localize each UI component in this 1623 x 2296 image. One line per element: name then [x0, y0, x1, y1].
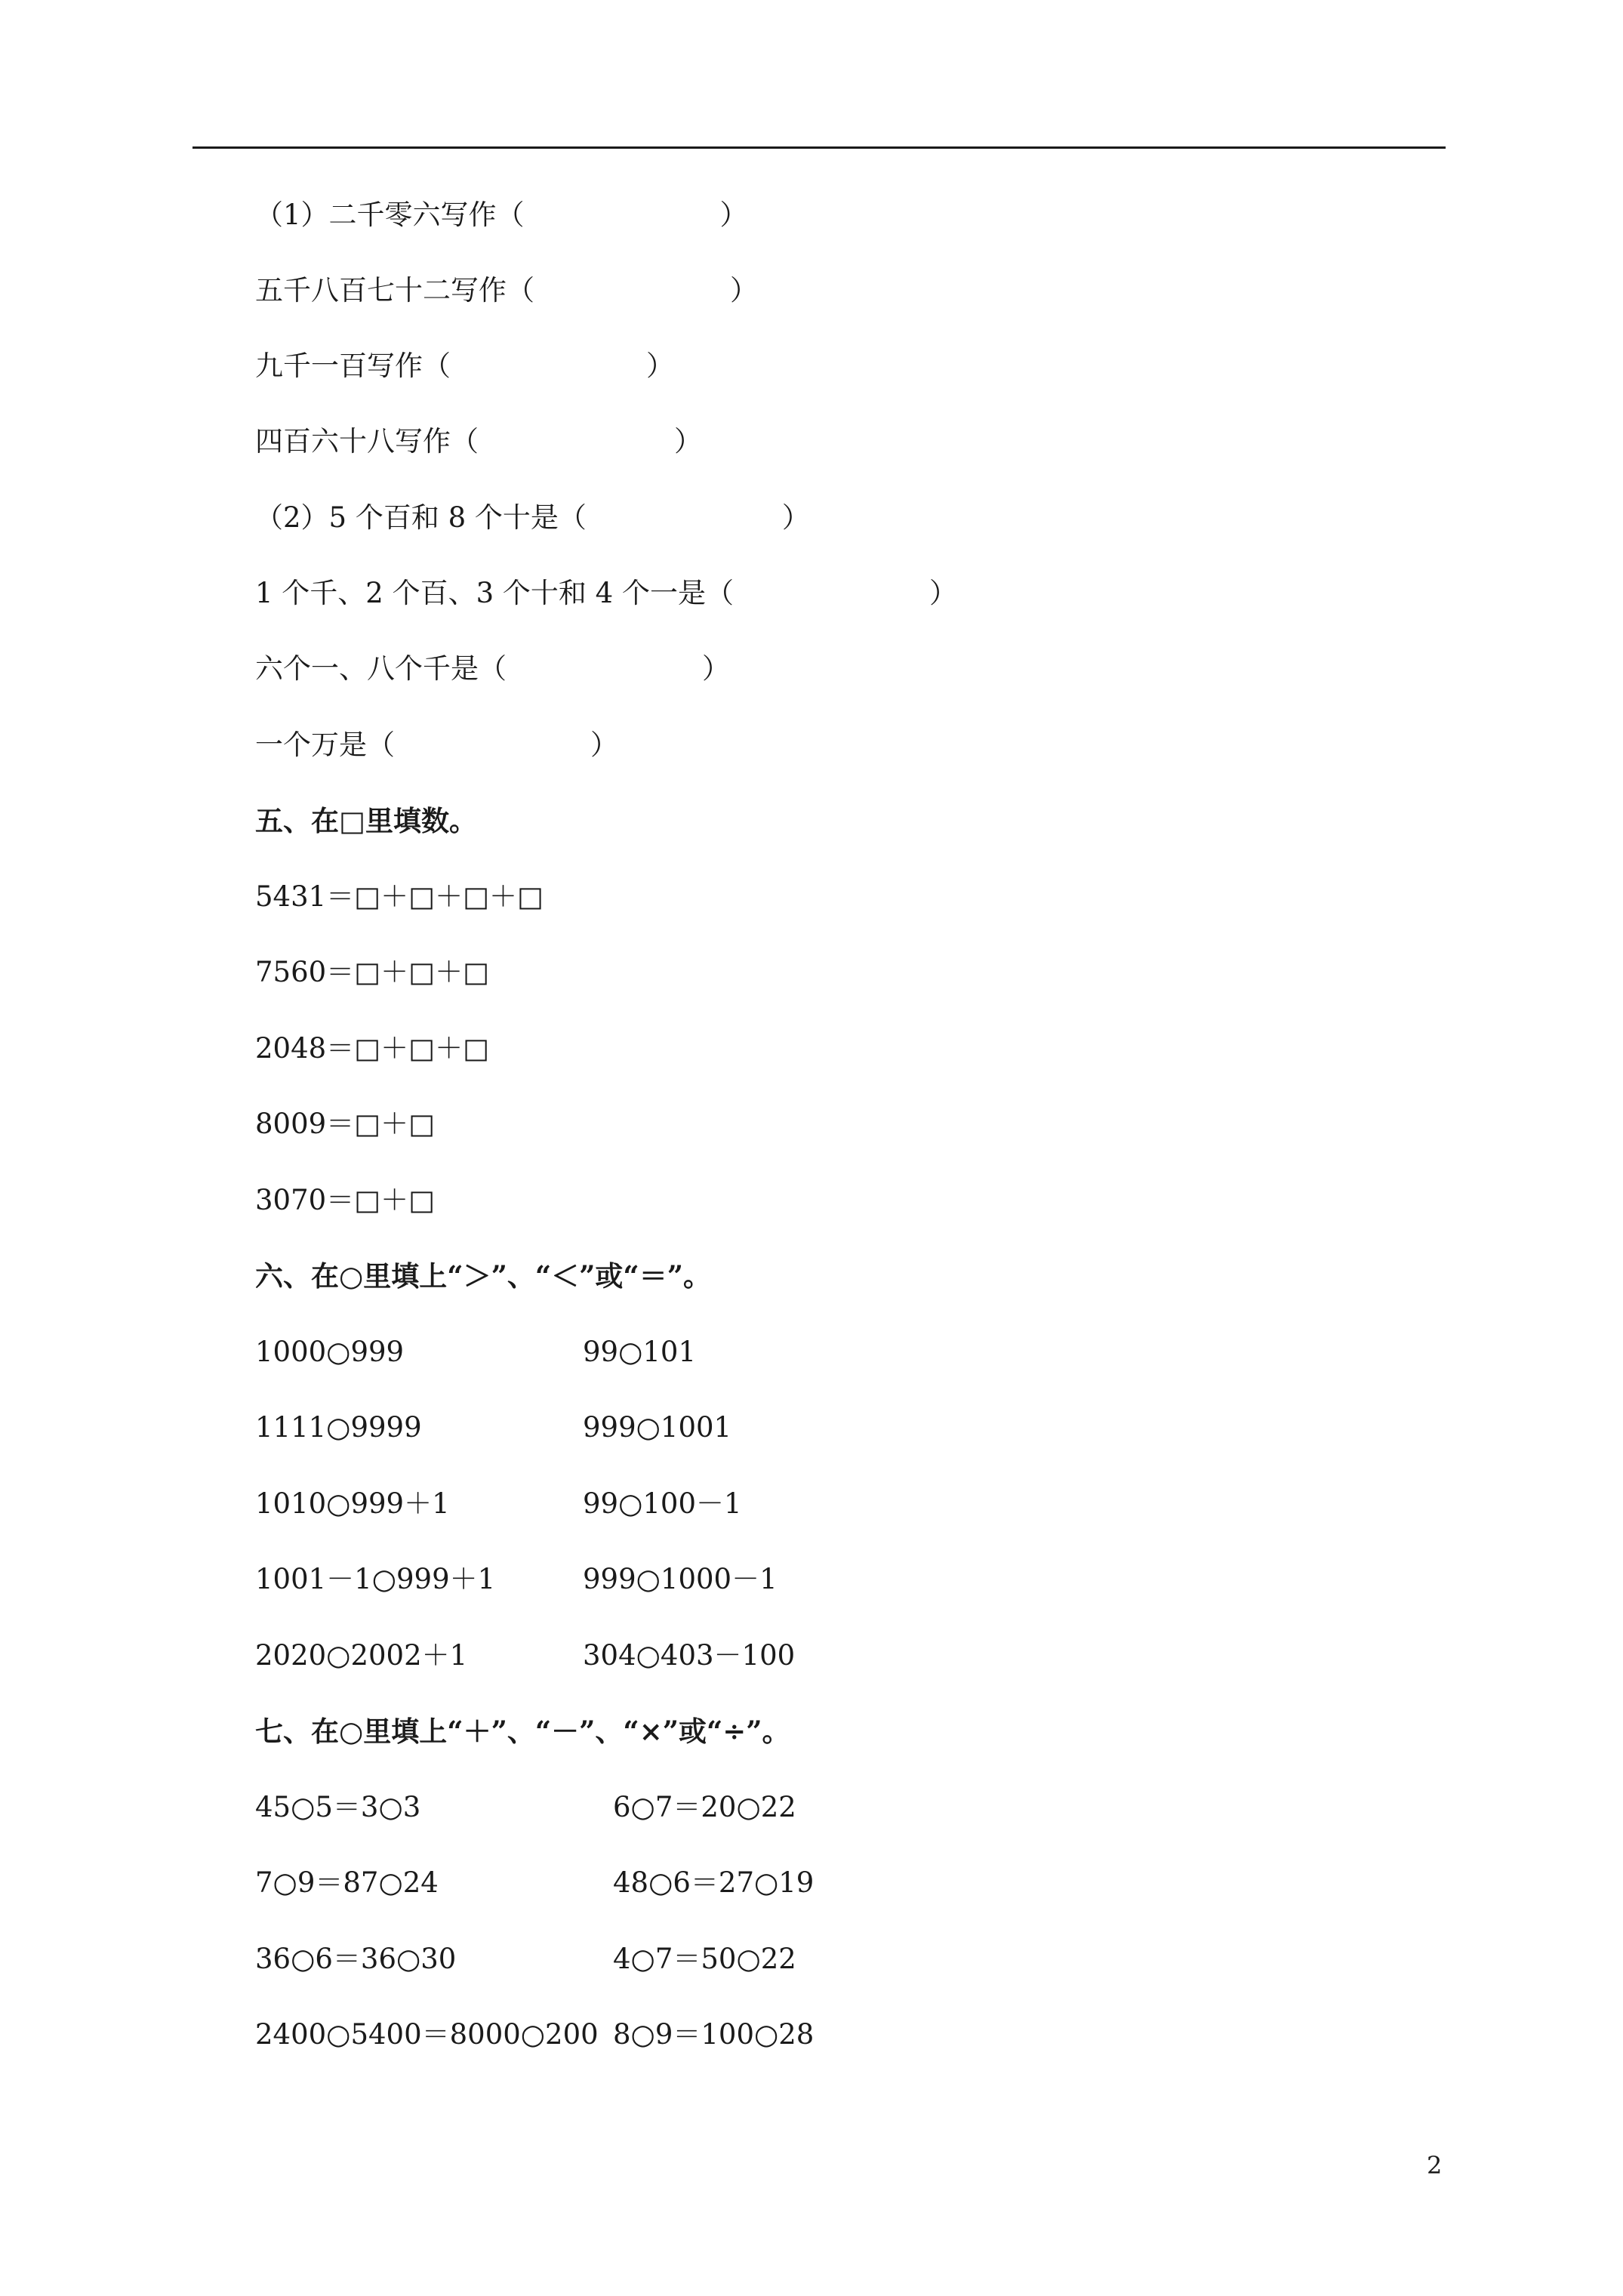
q1-line-d: 四百六十八写作（ ） — [255, 425, 702, 458]
q2-line-d: 一个万是（ ） — [255, 729, 618, 761]
section6-right-item: 999○1001 — [583, 1411, 732, 1444]
section6-right-item: 99○100－1 — [583, 1487, 742, 1520]
section6-left-item: 1111○9999 — [255, 1411, 422, 1444]
q1-line-a: （1）二千零六写作（ ） — [255, 199, 748, 231]
q2-line-b: 1 个千、2 个百、3 个十和 4 个一是（ ） — [255, 577, 957, 609]
section7-right-item: 6○7＝20○22 — [613, 1791, 796, 1823]
section5-item: 3070＝□＋□ — [255, 1184, 436, 1216]
section5-item: 8009＝□＋□ — [255, 1108, 436, 1140]
q2-line-a: （2）5 个百和 8 个十是（ ） — [255, 501, 810, 534]
section7-left-item: 36○6＝36○30 — [255, 1943, 457, 1975]
section5-item: 7560＝□＋□＋□ — [255, 956, 490, 988]
section6-left-item: 2020○2002＋1 — [255, 1639, 468, 1672]
section7-left-item: 45○5＝3○3 — [255, 1791, 421, 1823]
section7-left-item: 2400○5400＝8000○200 — [255, 2018, 599, 2051]
section6-left-item: 1000○999 — [255, 1336, 405, 1368]
section5-heading: 五、在□里填数。 — [255, 804, 477, 837]
section6-left-item: 1001－1○999＋1 — [255, 1563, 496, 1595]
section7-right-item: 4○7＝50○22 — [613, 1943, 796, 1975]
section6-heading: 六、在○里填上“＞”、“＜”或“＝”。 — [255, 1259, 711, 1293]
section7-right-item: 48○6＝27○19 — [613, 1866, 815, 1899]
section7-heading: 七、在○里填上“＋”、“－”、“×”或“÷”。 — [255, 1715, 790, 1748]
section6-left-item: 1010○999＋1 — [255, 1487, 450, 1520]
q2-line-c: 六个一、八个千是（ ） — [255, 652, 730, 685]
q1-line-b: 五千八百七十二写作（ ） — [255, 274, 758, 307]
section5-item: 5431＝□＋□＋□＋□ — [255, 880, 544, 913]
q1-line-c: 九千一百写作（ ） — [255, 350, 674, 382]
section5-item: 2048＝□＋□＋□ — [255, 1032, 490, 1065]
section6-right-item: 304○403－100 — [583, 1639, 796, 1672]
section6-right-item: 999○1000－1 — [583, 1563, 778, 1595]
header-rule — [192, 146, 1446, 149]
section7-left-item: 7○9＝87○24 — [255, 1866, 439, 1899]
page-number: 2 — [1427, 2151, 1443, 2180]
section6-right-item: 99○101 — [583, 1336, 696, 1368]
section7-right-item: 8○9＝100○28 — [613, 2018, 815, 2051]
